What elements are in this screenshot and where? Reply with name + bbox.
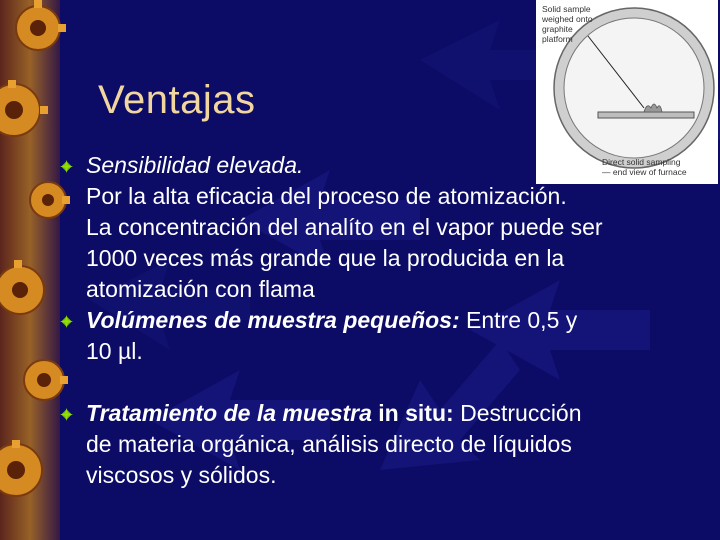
bullet-heading: Sensibilidad elevada. bbox=[86, 152, 304, 178]
bullet-item-volumes bbox=[58, 305, 718, 367]
bullet-text-line: 10 µl. bbox=[86, 338, 143, 364]
diagram-top-label-2: weighed onto bbox=[542, 14, 593, 24]
bullet-text-line: de materia orgánica, análisis directo de líquidos bbox=[86, 431, 572, 457]
diagram-bottom-label-2: — end view of furnace bbox=[602, 167, 687, 177]
bullet-item-sensitivity bbox=[58, 150, 718, 305]
bullet-text-line: atomización con flama bbox=[86, 276, 315, 302]
slide-title: Ventajas bbox=[98, 78, 256, 122]
slide-body bbox=[58, 150, 718, 491]
sparkle-bullet-icon bbox=[60, 160, 73, 173]
furnace-inner bbox=[564, 18, 704, 158]
bullet-text: Entre 0,5 y bbox=[459, 307, 578, 333]
diagram-top-label-3: graphite bbox=[542, 24, 573, 34]
diagram-top-label-1: Solid sample bbox=[542, 4, 591, 14]
bullet-item-treatment bbox=[58, 398, 718, 491]
bullet-text: Destrucción bbox=[453, 400, 582, 426]
bullet-text-line: 1000 veces más grande que la producida en la bbox=[86, 245, 565, 271]
bullet-heading: Volúmenes de muestra pequeños: bbox=[86, 307, 460, 333]
sparkle-bullet-icon bbox=[60, 315, 73, 328]
diagram-bottom-label-1: Direct solid sampling bbox=[602, 157, 681, 167]
sparkle-bullet-icon bbox=[60, 408, 73, 421]
diagram-top-label-4: platform bbox=[542, 34, 573, 44]
graphite-platform bbox=[598, 112, 694, 118]
bullet-text-line: Por la alta eficacia del proceso de atomización. bbox=[86, 183, 567, 209]
bullet-heading: Tratamiento de la muestra bbox=[86, 400, 372, 426]
bullet-text-line: viscosos y sólidos. bbox=[86, 462, 277, 488]
bullet-text-line: La concentración del analíto en el vapor puede ser bbox=[86, 214, 603, 240]
bullet-heading-in-situ: in situ: bbox=[371, 400, 454, 426]
